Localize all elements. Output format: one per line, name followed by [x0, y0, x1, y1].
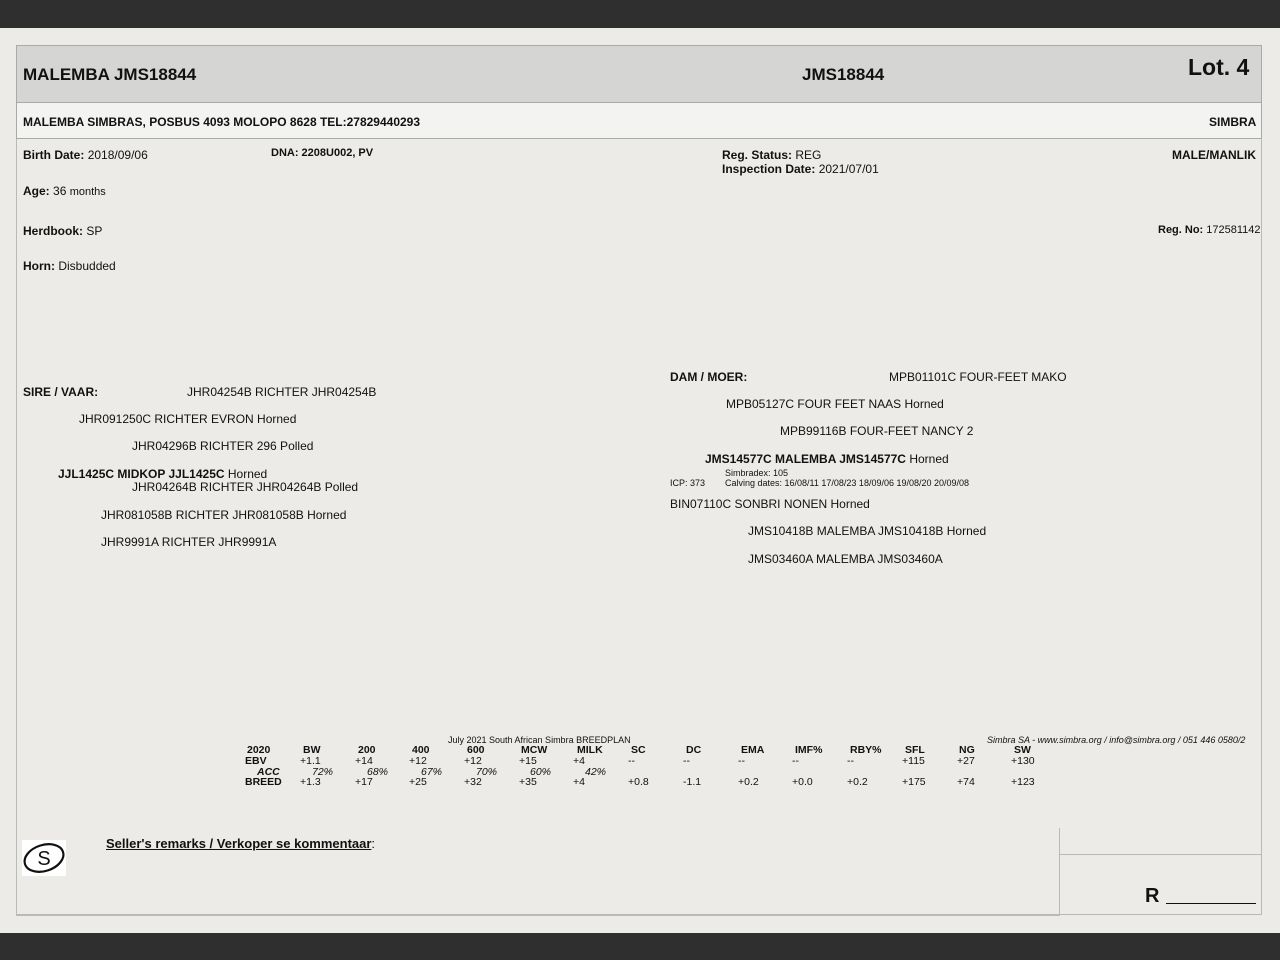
birth-date-label: Birth Date:	[23, 148, 85, 162]
age	[23, 184, 106, 198]
sire-dam-name: JJL1425C MIDKOP JJL1425C	[58, 467, 225, 481]
ebv-cell: +15	[519, 755, 537, 767]
dam-label: DAM / MOER:	[670, 370, 748, 384]
birth-date-value: 2018/09/06	[87, 148, 148, 162]
ebv-row-label: EBV	[245, 755, 267, 767]
reg-no-label: Reg. No:	[1158, 224, 1204, 236]
col-header: BW	[303, 744, 321, 756]
header-bar	[16, 45, 1262, 103]
catalog-page	[0, 28, 1280, 933]
breeder-info: MALEMBA SIMBRAS, POSBUS 4093 MOLOPO 8628 TEL:27829440293	[23, 115, 421, 129]
seller-remarks	[106, 836, 375, 851]
svg-text:S: S	[37, 848, 51, 870]
reg-no	[1158, 224, 1261, 236]
horn	[23, 259, 116, 273]
col-header: 600	[467, 744, 485, 756]
breed-cell: +0.0	[792, 776, 813, 788]
breedplan-title: July 2021 South African Simbra BREEDPLAN	[448, 735, 631, 745]
ebv-cell: --	[792, 755, 799, 767]
sire-dam-horn: Horned	[227, 467, 268, 481]
col-header: 400	[412, 744, 430, 756]
sire-ped-line: JHR9991A RICHTER JHR9991A	[101, 535, 277, 549]
breed-cell: +175	[902, 776, 926, 788]
age-value: 36	[53, 184, 67, 198]
ebv-cell: +1.1	[300, 755, 321, 767]
breed-cell: +74	[957, 776, 975, 788]
inspection-date	[722, 162, 879, 176]
col-header: SC	[631, 744, 646, 756]
animal-id: JMS18844	[802, 65, 885, 84]
simbra-s-logo-icon	[22, 840, 66, 876]
sire-sire-sire: JHR04296B RICHTER 296 Polled	[132, 439, 314, 453]
reg-status-label: Reg. Status:	[722, 148, 793, 162]
ebv-cell: +27	[957, 755, 975, 767]
col-header: MILK	[577, 744, 603, 756]
breed-cell: +0.8	[628, 776, 649, 788]
seller-remarks-label: Seller's remarks / Verkoper se kommentaar	[106, 836, 372, 851]
price-label: R	[1145, 885, 1160, 907]
col-header: IMF%	[795, 744, 823, 756]
icp: ICP: 373	[670, 478, 706, 488]
breed-cell: +25	[409, 776, 427, 788]
breed-cell: +0.2	[847, 776, 868, 788]
ebv-cell: +4	[573, 755, 585, 767]
col-header: 200	[358, 744, 376, 756]
col-header: DC	[686, 744, 702, 756]
animal-name: MALEMBA JMS18844	[23, 65, 197, 84]
ebv-cell: --	[628, 755, 635, 767]
breed-cell: +4	[573, 776, 585, 788]
dam-dam-name: JMS14577C MALEMBA JMS14577C	[705, 452, 906, 466]
dam-ped-line: JMS03460A MALEMBA JMS03460A	[748, 552, 943, 566]
herdbook	[23, 224, 102, 238]
ebv-cell: +14	[355, 755, 373, 767]
reg-status-value: REG	[795, 148, 822, 162]
breed-cell: +17	[355, 776, 373, 788]
price-line[interactable]	[1166, 903, 1256, 904]
ebv-cell: --	[847, 755, 854, 767]
herdbook-value: SP	[86, 224, 103, 238]
breed-cell: +0.2	[738, 776, 759, 788]
dam-dam-horn: Horned	[909, 452, 949, 466]
breedplan-contact: Simbra SA - www.simbra.org / info@simbra.org / 051 446 0580/2	[987, 735, 1246, 745]
lot-number: Lot. 4	[1188, 54, 1250, 80]
inspection-label: Inspection Date:	[722, 162, 816, 176]
col-header: SW	[1014, 744, 1031, 756]
ebv-cell: +12	[464, 755, 482, 767]
birth-date	[23, 148, 148, 162]
sire-name: JHR04254B RICHTER JHR04254B	[187, 385, 377, 399]
seller-remarks-colon: :	[371, 836, 376, 851]
dam-ped-line: MPB99116B FOUR-FEET NANCY 2	[780, 424, 974, 438]
col-header: SFL	[905, 744, 925, 756]
herdbook-label: Herdbook:	[23, 224, 83, 238]
ebv-year: 2020	[247, 744, 271, 756]
sire-ped-line: JHR081058B RICHTER JHR081058B Horned	[101, 508, 347, 522]
age-unit: months	[69, 186, 106, 198]
ebv-cell: --	[683, 755, 690, 767]
ebv-cell: +12	[409, 755, 427, 767]
simbradex: Simbradex: 105	[725, 468, 789, 478]
dam-dam	[705, 452, 949, 466]
reg-no-value: 172581142	[1206, 224, 1261, 236]
breed-cell: +32	[464, 776, 482, 788]
ebv-cell: --	[738, 755, 745, 767]
dna-info: DNA: 2208U002, PV	[271, 147, 374, 159]
breed-cell: -1.1	[683, 776, 702, 788]
col-header: RBY%	[850, 744, 882, 756]
age-label: Age:	[23, 184, 50, 198]
horn-label: Horn:	[23, 259, 55, 273]
acc-cell: 70%	[476, 766, 498, 778]
col-header: EMA	[741, 744, 765, 756]
sire-label: SIRE / VAAR:	[23, 385, 99, 399]
breed-cell: +1.3	[300, 776, 321, 788]
breed-cell: +35	[519, 776, 537, 788]
calving-dates: Calving dates: 16/08/11 17/08/23 18/09/06 19/08/20 20/09/08	[725, 478, 970, 488]
acc-row-label: ACC	[257, 766, 280, 778]
col-header: NG	[959, 744, 975, 756]
acc-cell: 72%	[312, 766, 334, 778]
acc-cell: 68%	[367, 766, 389, 778]
breed-cell: +123	[1011, 776, 1035, 788]
remarks-divider	[1060, 854, 1262, 855]
dam-ped-line: BIN07110C SONBRI NONEN Horned	[670, 497, 870, 511]
sire-ped-line: JHR04264B RICHTER JHR04264B Polled	[132, 480, 359, 494]
inspection-value: 2021/07/01	[818, 162, 879, 176]
dam-ped-line: MPB05127C FOUR FEET NAAS Horned	[726, 397, 944, 411]
acc-cell: 60%	[530, 766, 552, 778]
reg-status	[722, 148, 821, 162]
ebv-cell: +115	[902, 755, 925, 767]
horn-value: Disbudded	[58, 259, 116, 273]
col-header: MCW	[521, 744, 548, 756]
sire-dam	[58, 467, 267, 481]
acc-cell: 42%	[585, 766, 607, 778]
dam-ped-line: JMS10418B MALEMBA JMS10418B Horned	[748, 524, 987, 538]
breed-row-label: BREED	[245, 776, 282, 788]
dam-name: MPB01101C FOUR-FEET MAKO	[889, 370, 1067, 384]
acc-cell: 67%	[421, 766, 443, 778]
ebv-cell: +130	[1011, 755, 1035, 767]
sex: MALE/MANLIK	[1172, 148, 1256, 162]
breed-name: SIMBRA	[1209, 115, 1257, 129]
sire-sire: JHR091250C RICHTER EVRON Horned	[79, 412, 297, 426]
